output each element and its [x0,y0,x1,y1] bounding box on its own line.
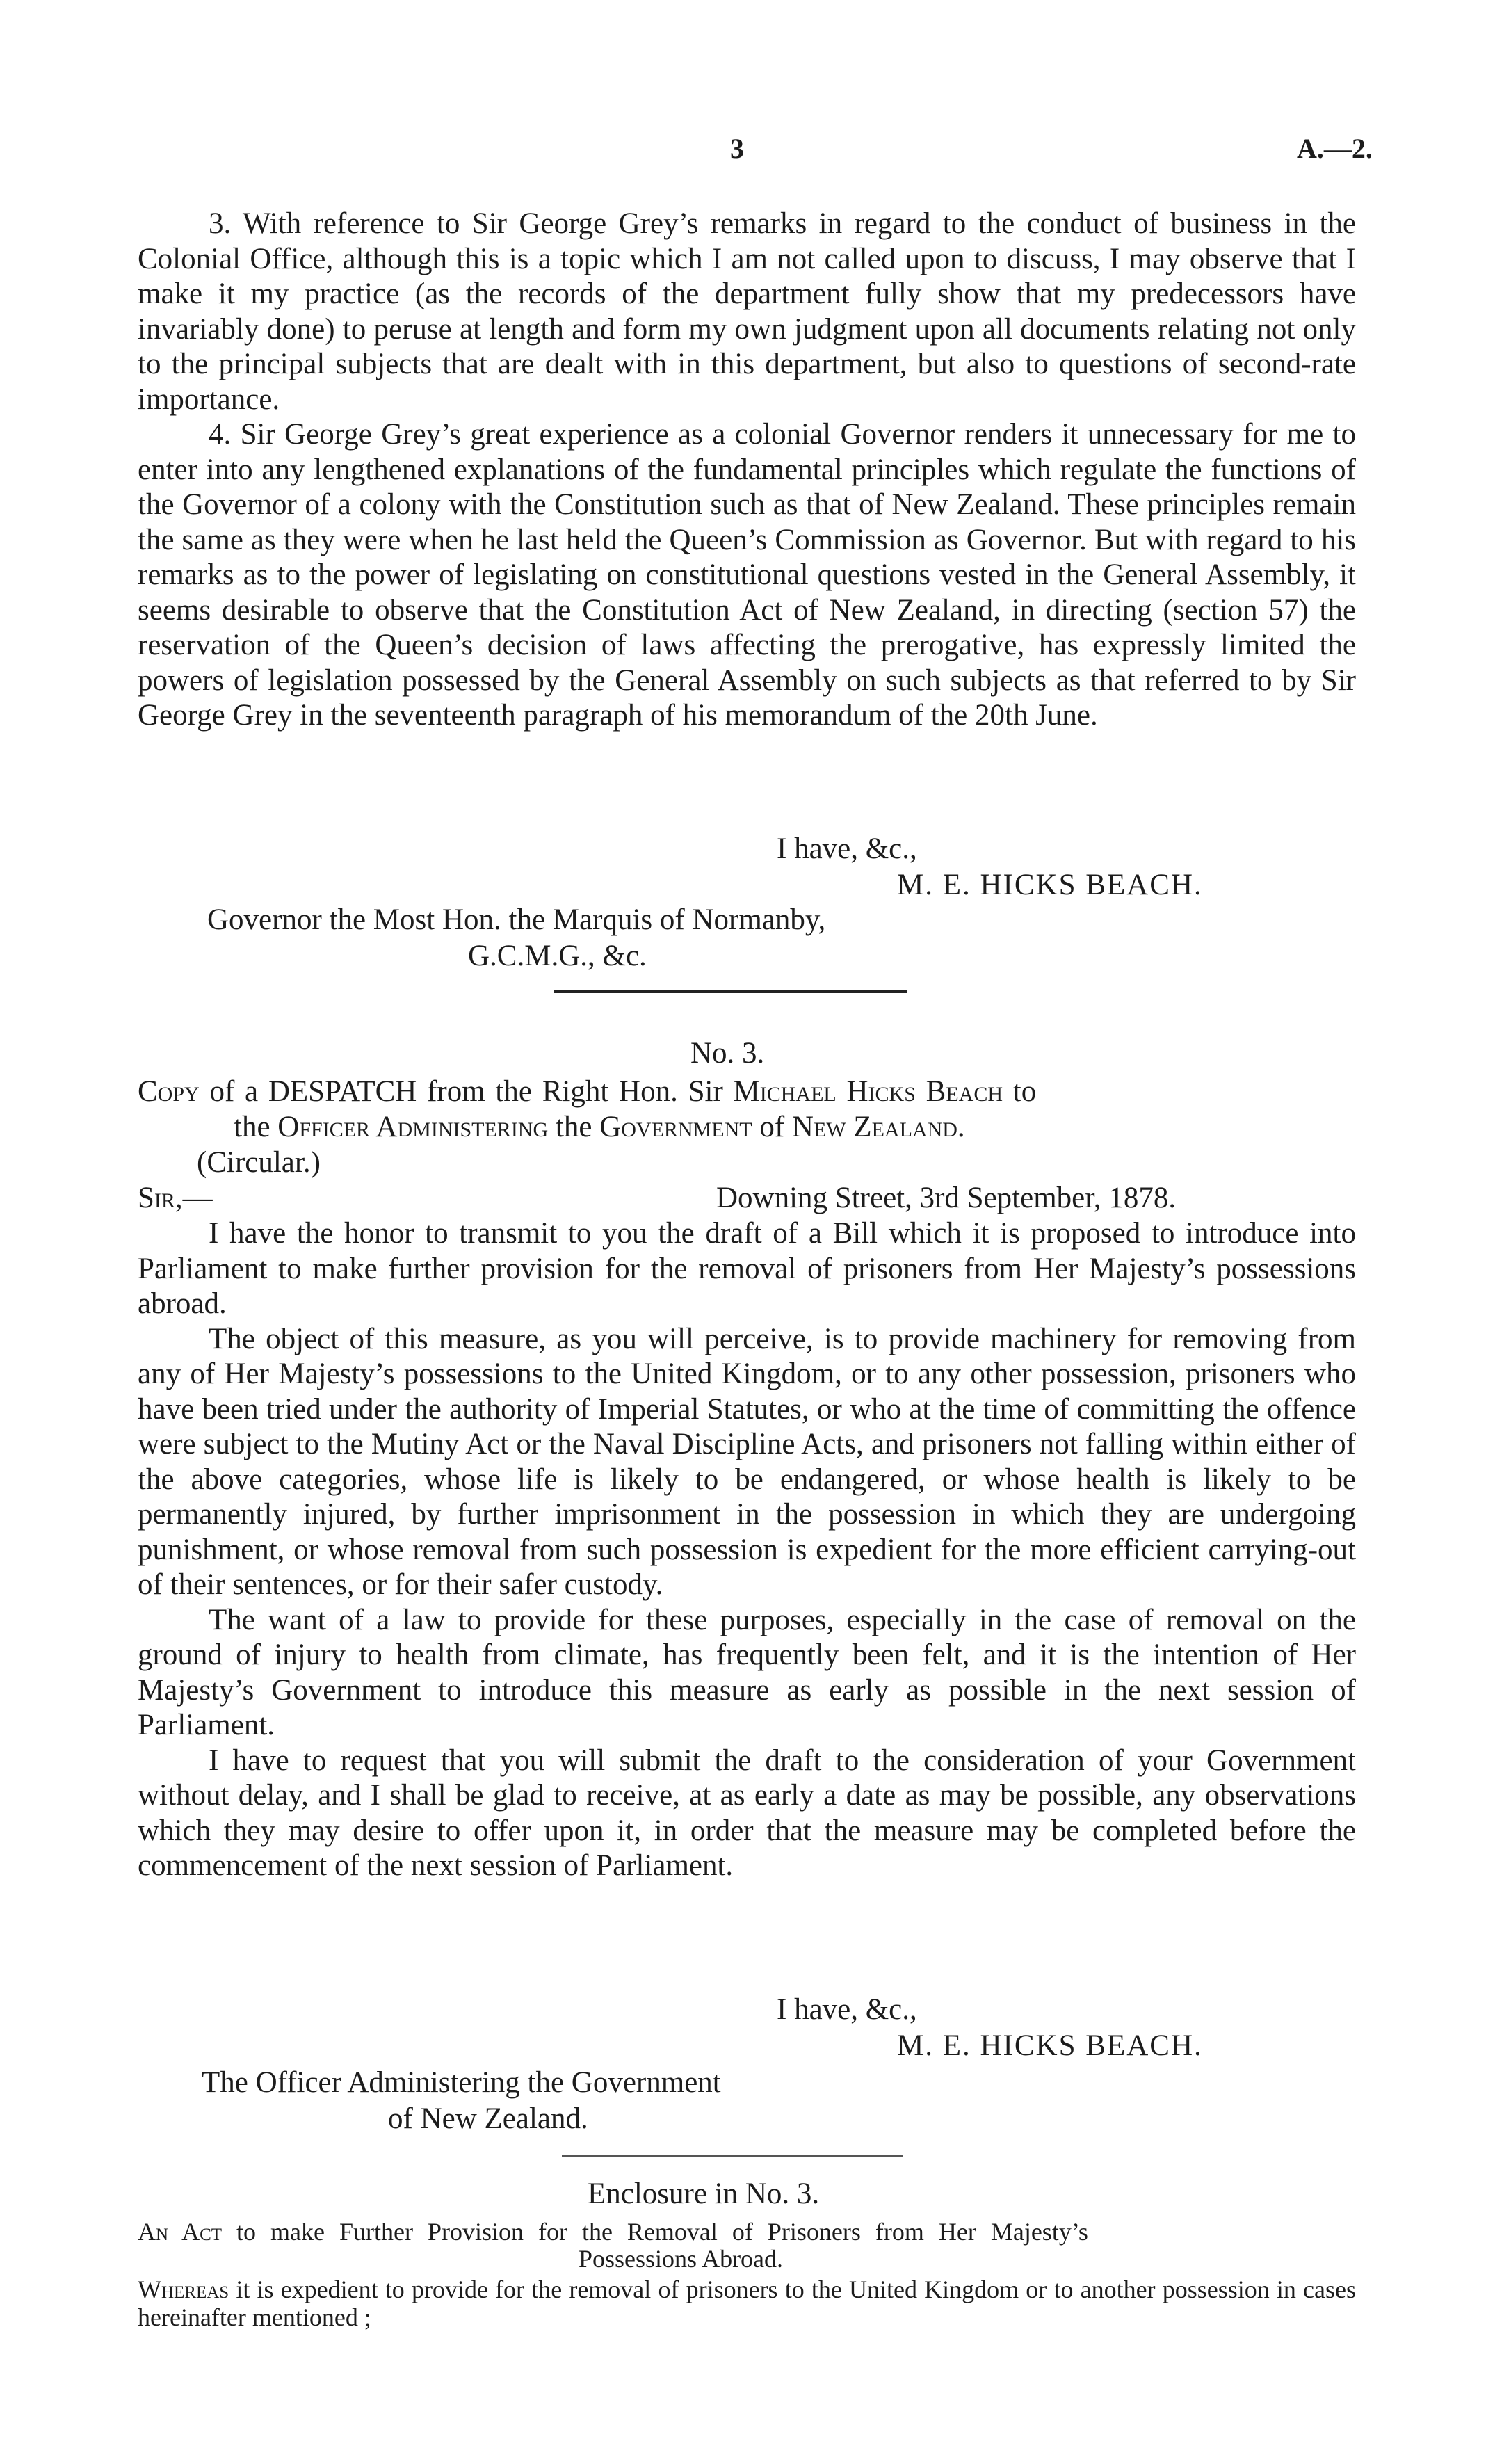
addressee-2-line1: The Officer Administering the Government [202,2066,721,2099]
despatch-title-line2 [234,1110,965,1145]
whereas-clause [138,2276,1356,2331]
section-continuation [138,207,1356,734]
paragraph-3: 3. With reference to Sir George Grey’s remarks in regard to the conduct of business in the Colonial Office, although this is a topic which I am not called upon to discuss, I may observe that I make it my practice (as the records of the department fully show that my predecessors have invariably done) to peruse at length and form my own judgment upon all documents relating not only to the principal subjects that are dealt with in this department, but also to questions of second-rate importance. [138,207,1356,416]
title2-officer: Officer Administering [277,1111,549,1143]
whereas-text: it is expedient to provide for the removal of prisoners to the United Kingdom or to another possession in cases hereinafter mentioned ; [138,2276,1356,2331]
addressee-2-line2: of New Zealand. [388,2102,588,2135]
place-date: Downing Street, 3rd September, 1878. [716,1182,1177,1214]
addressee-1-line1: Governor the Most Hon. the Marquis of Normanby, [207,903,826,936]
closing-formula-1: I have, &c., [777,832,917,865]
act-title-line1 [138,2218,1356,2246]
enclosure-divider [562,2155,903,2157]
title2-government: Government [599,1111,752,1143]
enclosure-heading: Enclosure in No. 3. [588,2177,820,2210]
title2-a: the [234,1111,278,1143]
despatch-paragraph-2: The object of this measure, as you will perceive, is to provide machinery for removing from any of Her Majesty’s possessions to the United Kingdom, or to any other possession, prisoners who have been tried under the authority of Imperial Statutes, or who at the time of committing the offence were subject to the Mutiny Act or the Naval Discipline Acts, and prisoners not falling within either of the above categories, whose life is likely to be endangered, or whose health is likely to be permanently injured, by further imprisonment in the possession in which they are undergoing punishment, or whose removal from such possession is expedient for the more efficient carrying-out of their sentences, or for their safer custody. [138,1322,1356,1601]
title-text-b: to [1003,1075,1037,1108]
act-label: An Act [138,2218,223,2246]
despatch-paragraph-1: I have the honor to transmit to you the draft of a Bill which it is proposed to introduce into Parliament to make further provision for the removal of prisoners from Her Majesty’s possessions abroad. [138,1217,1356,1320]
whereas-label: Whereas [138,2276,229,2303]
signature-2: M. E. HICKS BEACH. [897,2029,1203,2062]
act-title-text: to make Further Provision for the Removal of Prisoners from Her Majesty’s [222,2218,1088,2246]
circular-label: (Circular.) [197,1146,321,1179]
despatch-title-line1 [138,1074,1356,1110]
title2-e: of [752,1111,792,1143]
section-divider [554,990,907,993]
despatch-body [138,1216,1356,1884]
despatch-paragraph-3: The want of a law to provide for these purposes, especially in the case of removal on the ground of injury to health from climate, has frequently been felt, and it is the intention of Her Majesty’s Government to introduce this measure as early as possible in the next session of Parliament. [138,1603,1356,1741]
document-number: No. 3. [690,1037,765,1070]
document-reference: A.—2. [1297,133,1373,164]
title-sender-name: Michael Hicks Beach [733,1075,1003,1108]
page-number: 3 [730,133,744,164]
act-title-line2: Possessions Abroad. [579,2245,784,2273]
paragraph-4: 4. Sir George Grey’s great experience as a colonial Governor renders it unnecessary for me to enter into any lengthened explanations of the fundamental principles which regulate the functions of the Governor of a colony with the Constitution such as that of New Zealand. These principles remain the same as they were when he last held the Queen’s Commission as Governor. But with regard to his remarks as to the power of legislating on constitutional questions vested in the General Assembly, it seems desirable to observe that the Constitution Act of New Zealand, in directing (section 57) the reservation of the Queen’s decision of laws affecting the prerogative, has expressly limited the powers of legislation possessed by the General Assembly on such subjects as that referred to by Sir George Grey in the seventeenth paragraph of his memorandum of the 20th June. [138,418,1356,732]
signature-1: M. E. HICKS BEACH. [897,869,1203,901]
closing-formula-2: I have, &c., [777,1993,917,2026]
despatch-paragraph-4: I have to request that you will submit the draft to the consideration of your Government without delay, and I shall be glad to receive, at as early a date as may be possible, any observations which they may desire to offer upon it, in order that the measure may be completed before the commencement of the next session of Parliament. [138,1744,1356,1882]
title2-c: the [548,1111,600,1143]
salutation: Sir,— [138,1182,213,1214]
title-copy: Copy [138,1075,200,1108]
title2-new-zealand: New Zealand. [791,1111,965,1143]
title-text-a: of a DESPATCH from the Right Hon. Sir [199,1075,734,1108]
addressee-1-line2: G.C.M.G., &c. [468,940,647,972]
